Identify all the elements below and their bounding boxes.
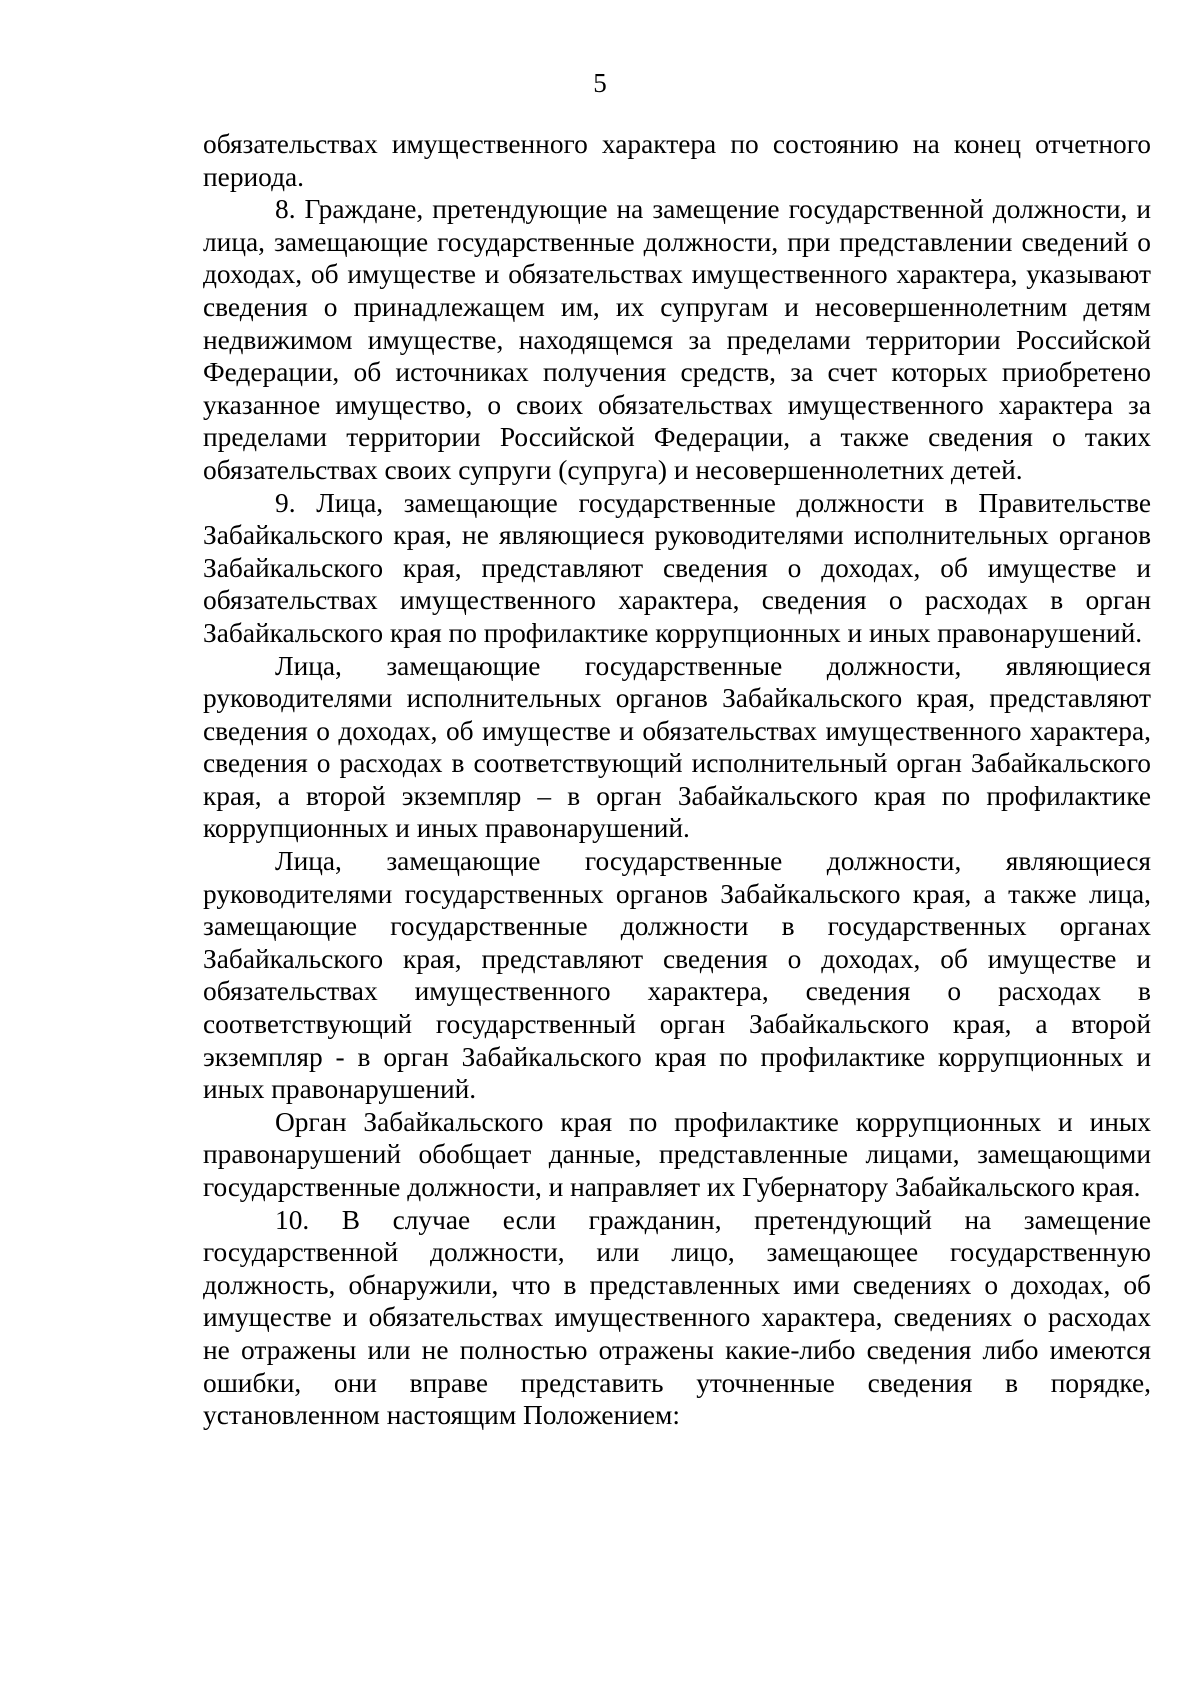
- paragraph-state-body-heads: Лица, замещающие государственные должности, являющиеся руководителями государственных органов Забайкальского края, а также лица, замещающие государственные должности в государственных органах Забайкальского края, представляют сведения о доходах, об имуществе и обязательствах имущественного характера, сведения о расходах в соответствующий государственный орган Забайкальского края, а второй экземпляр - в орган Забайкальского края по профилактике коррупционных и иных правонарушений.: [203, 846, 1151, 1105]
- paragraph-executive-heads: Лица, замещающие государственные должности, являющиеся руководителями исполнительных органов Забайкальского края, представляют сведения о доходах, об имуществе и обязательствах имущественного характера, сведения о расходах в соответствующий исполнительный орган Забайкальского края, а второй экземпляр – в орган Забайкальского края по профилактике коррупционных и иных правонарушений.: [203, 650, 1151, 844]
- paragraph-continuation: обязательствах имущественного характера по состоянию на конец отчетного периода.: [203, 129, 1151, 192]
- paragraph-anti-corruption-body: Орган Забайкальского края по профилактике коррупционных и иных правонарушений обобщает данные, представленные лицами, замещающими государственные должности, и направляет их Губернатору Забайкальского края.: [203, 1106, 1151, 1202]
- paragraph-item-9: 9. Лица, замещающие государственные должности в Правительстве Забайкальского края, не являющиеся руководителями исполнительных органов Забайкальского края, представляют сведения о доходах, об имуществе и обязательствах имущественного характера, сведения о расходах в орган Забайкальского края по профилактике коррупционных и иных правонарушений.: [203, 487, 1151, 648]
- document-body: [203, 128, 1151, 1432]
- paragraph-item-10: 10. В случае если гражданин, претендующий на замещение государственной должности, или лицо, замещающее государственную должность, обнаружили, что в представленных ими сведениях о доходах, об имуществе и обязательствах имущественного характера, сведениях о расходах не отражены или не полностью отражены какие-либо сведения либо имеются ошибки, они вправе представить уточненные сведения в порядке, установленном настоящим Положением:: [203, 1204, 1151, 1431]
- page-number: 5: [593, 68, 607, 98]
- paragraph-item-8: 8. Граждане, претендующие на замещение государственной должности, и лица, замещающие государственные должности, при представлении сведений о доходах, об имуществе и обязательствах имущественного характера, указывают сведения о принадлежащем им, их супругам и несовершеннолетним детям недвижимом имуществе, находящемся за пределами территории Российской Федерации, об источниках получения средств, за счет которых приобретено указанное имущество, о своих обязательствах имущественного характера за пределами территории Российской Федерации, а также сведения о таких обязательствах своих супруги (супруга) и несовершеннолетних детей.: [203, 194, 1151, 485]
